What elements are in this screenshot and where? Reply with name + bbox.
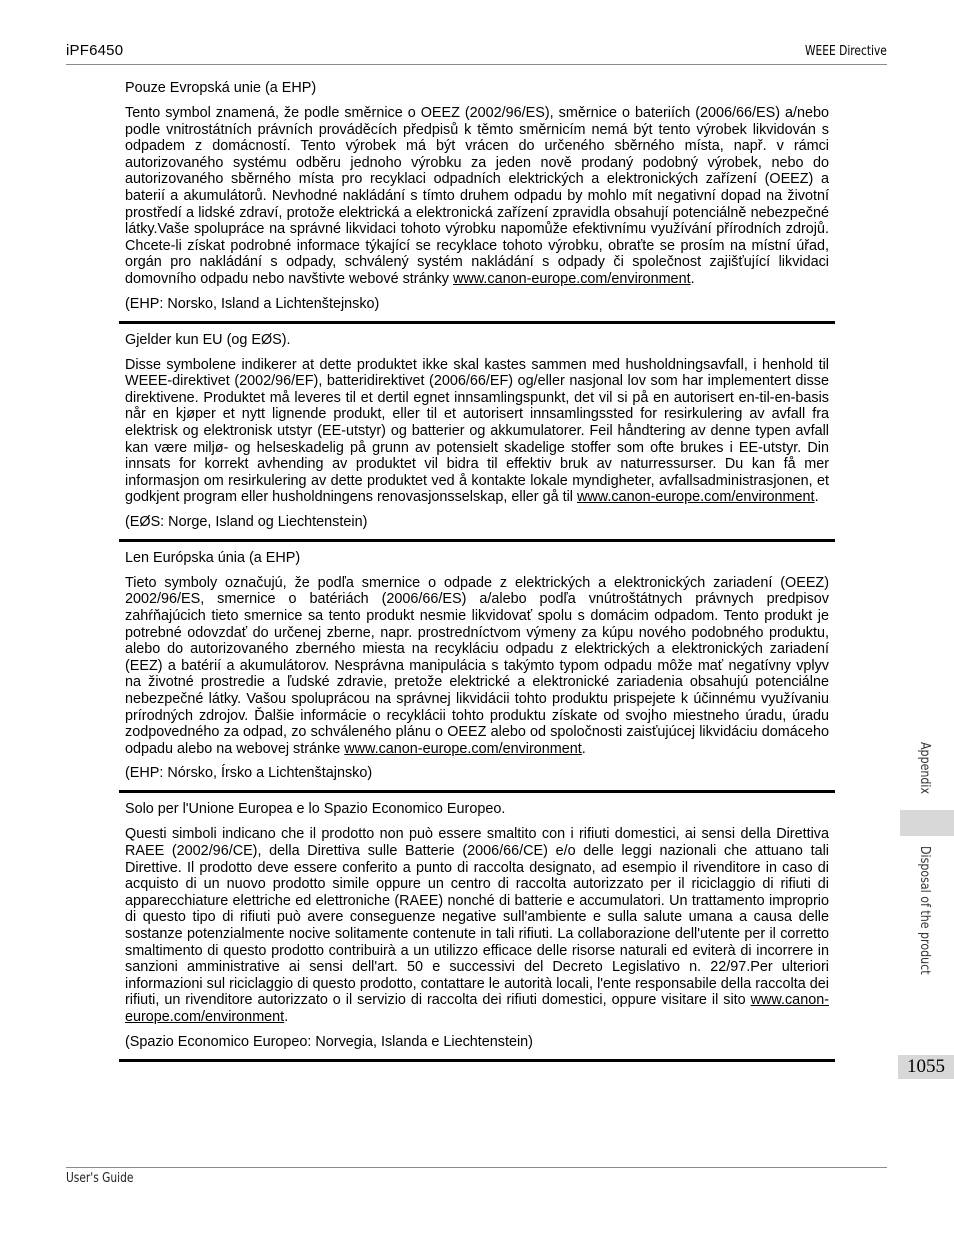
environment-link[interactable]: www.canon-europe.com/environment: [576, 489, 815, 506]
section-body: Disse symbolene indikerer at dette produktet ikke skal kastes sammen med husholdningsavfall, i henhold til WEEE-direktivet (2002/96/EF), batteridirektivet (2006/66/EF) og/eller nasjonal lov som har implementert disse direktivene. Produktet må leveres til et dertil egnet innsamlingspunkt, det vil si på en autorisert en-til-en-basis når en kjøper et nytt lignende produkt, eller til et autorisert innsamlingssted for resirkulering av avfall fra elektrisk og elektronisk utstyr (EE-utstyr) og batterier og akkumulatorer. Feil håndtering av denne typen avfall kan være miljø- og helseskadelig på grunn av potensielt skadelige stoffer som ofte brukes i EE-utstyr. Din innsats for korrekt avhending av produktet vil bidra til effektiv bruk av naturressurser. Du kan få mer informasjon om resirkulering av dette produktet ved å kontakte lokale myndigheter, avfallsadministrasjonen, et godkjent program eller husholdningens renovasjonsselskap, eller gå til www.canon-europe.com/environment.: [125, 356, 829, 506]
section-footnote: (EHP: Norsko, Island a Lichtenštejnsko): [125, 295, 380, 312]
environment-link[interactable]: www.canon-europe.com/environment: [344, 740, 582, 757]
environment-link[interactable]: www.canon-europe.com/environment: [453, 270, 691, 287]
section-footnote: (EHP: Nórsko, Írsko a Lichtenštajnsko): [125, 765, 373, 782]
section-italian: [119, 801, 835, 1050]
section-divider: [119, 1059, 835, 1062]
section-body: Questi simboli indicano che il prodotto non può essere smaltito con i rifiuti domestici, ai sensi della Direttiva RAEE (2002/96/CE), della Direttiva sulle Batterie (2006/66/CE) e/o delle leggi nazionali che attuano tali Direttive. Il prodotto deve essere conferito a punto di raccolta designato, ad esempio il rivenditore in caso di acquisto di un nuovo prodotto simile oppure un centro di raccolta autorizzato per il riciclaggio di rifiuti di apparecchiature elettriche ed elettroniche (RAEE) nonché di batterie e accumulatori. Un trattamento improprio di questo tipo di rifiuti può avere conseguenze negative sull'ambiente e sulla salute umana a causa delle sostanze potenzialmente nocive solitamente contenute in tali rifiuti. La collaborazione dell'utente per il corretto smaltimento di questo prodotto contribuirà a un utilizzo efficace delle risorse naturali ed eviterà di incorrere in sanzioni amministrative ai sensi dell'art. 50 e successivi del Decreto Legislativo n. 22/97.Per ulteriori informazioni sul riciclaggio di questo prodotto, contattare le autorità locali, l'ente responsabile della raccolta dei rifiuti, un rivenditore autorizzato o il servizio di raccolta dei rifiuti domestici, oppure visitare il sito www.canon-europe.com/environment.: [125, 826, 829, 1025]
header-rule: [66, 64, 887, 65]
section-slovak: [119, 550, 835, 783]
section-divider: [119, 321, 835, 324]
section-body: Tento symbol znamená, že podle směrnice o OEEZ (2002/96/ES), směrnice o bateriích (2006/66/ES) a/nebo podle vnitrostátních právních prováděcích předpisů k těmto směrnicím nemá být tento výrobek likvidován s odpadem z domácností. Tento výrobek má být vrácen do určeného sběrného místa, např. v rámci autorizovaného systému odběru jednoho výrobku za jeden nově prodaný podobný výrobek, nebo do autorizovaného sběrného místa pro recyklaci odpadních elektrických a elektronických zařízení (OEEZ) a baterií a akumulátorů. Nevhodné nakládání s tímto druhem odpadu by mohlo mít negativní dopad na životní prostředí a lidské zdraví, protože elektrická a elektronická zařízení zpravidla obsahují potenciálně nebezpečné látky.Vaše spolupráce na správné likvidaci tohoto výrobku napomůže efektivnímu využívání přírodních zdrojů. Chcete-li získat podrobné informace týkající se recyklace tohoto výrobku, obraťte se prosím na místní úřad, orgán pro nakládání s odpady, schválený systém nakládání s odpady či společnost zajišťující likvidaci domovního odpadu nebo navštivte webové stránky www.canon-europe.com/environment.: [125, 105, 829, 287]
side-tab-disposal[interactable]: Disposal of the product: [917, 846, 932, 975]
side-tab-appendix[interactable]: Appendix: [917, 742, 932, 795]
main-content: [119, 80, 835, 1070]
footer-guide: User's Guide: [66, 1171, 134, 1186]
section-norwegian: [119, 332, 835, 531]
header-section: WEEE Directive: [805, 44, 887, 59]
section-body: Tieto symboly označujú, že podľa smernice o odpade z elektrických a elektronických zariadení (OEEZ) 2002/96/ES, smernice o batériách (2006/66/ES) a/alebo podľa vnútroštátnych právnych predpisov zahŕňajúcich tieto smernice sa tento produkt nesmie likvidovať spolu s domácim odpadom. Tento produkt je potrebné odovzdať do určenej zberne, napr. prostredníctvom výmeny za kúpu nového podobného produktu, alebo do autorizovaného zberného miesta na recykláciu odpadu z elektrických a elektronických zariadení (EEZ) a batérií a akumulátorov. Nesprávna manipulácia s takýmto typom odpadu môže mať negatívny vplyv na životné prostredie a ľudské zdravie, pretože elektrické a elektronické zariadenia obsahujú potenciálne nebezpečné látky. Vašou spoluprácou na správnej likvidácii tohto produktu prispejete k účinnému využívaniu prírodných zdrojov. Ďalšie informácie o recyklácii tohto produktu získate od svojho miestneho úradu, úradu zodpovedného za odpad, zo schváleného plánu o OEEZ alebo od spoločnosti zaisťujúcej likvidáciu domáceho odpadu alebo na webovej stránke www.canon-europe.com/environment.: [125, 574, 829, 757]
section-heading: Pouze Evropská unie (a EHP): [125, 80, 317, 96]
section-heading: Len Európska únia (a EHP): [125, 549, 301, 566]
section-heading: Solo per l'Unione Europea e lo Spazio Economico Europeo.: [125, 801, 506, 818]
section-footnote: (Spazio Economico Europeo: Norvegia, Islanda e Liechtenstein): [125, 1033, 533, 1050]
side-tab-marker: [900, 810, 954, 836]
footer-rule: [66, 1167, 887, 1168]
header-product: iPF6450: [66, 42, 124, 59]
section-czech: [119, 80, 835, 313]
section-divider: [119, 790, 835, 793]
section-footnote: (EØS: Norge, Island og Liechtenstein): [125, 513, 368, 530]
section-divider: [119, 539, 835, 542]
environment-link[interactable]: www.canon-europe.com/environment: [125, 992, 829, 1025]
page-number: 1055: [898, 1055, 954, 1079]
section-heading: Gjelder kun EU (og EØS).: [125, 331, 291, 348]
